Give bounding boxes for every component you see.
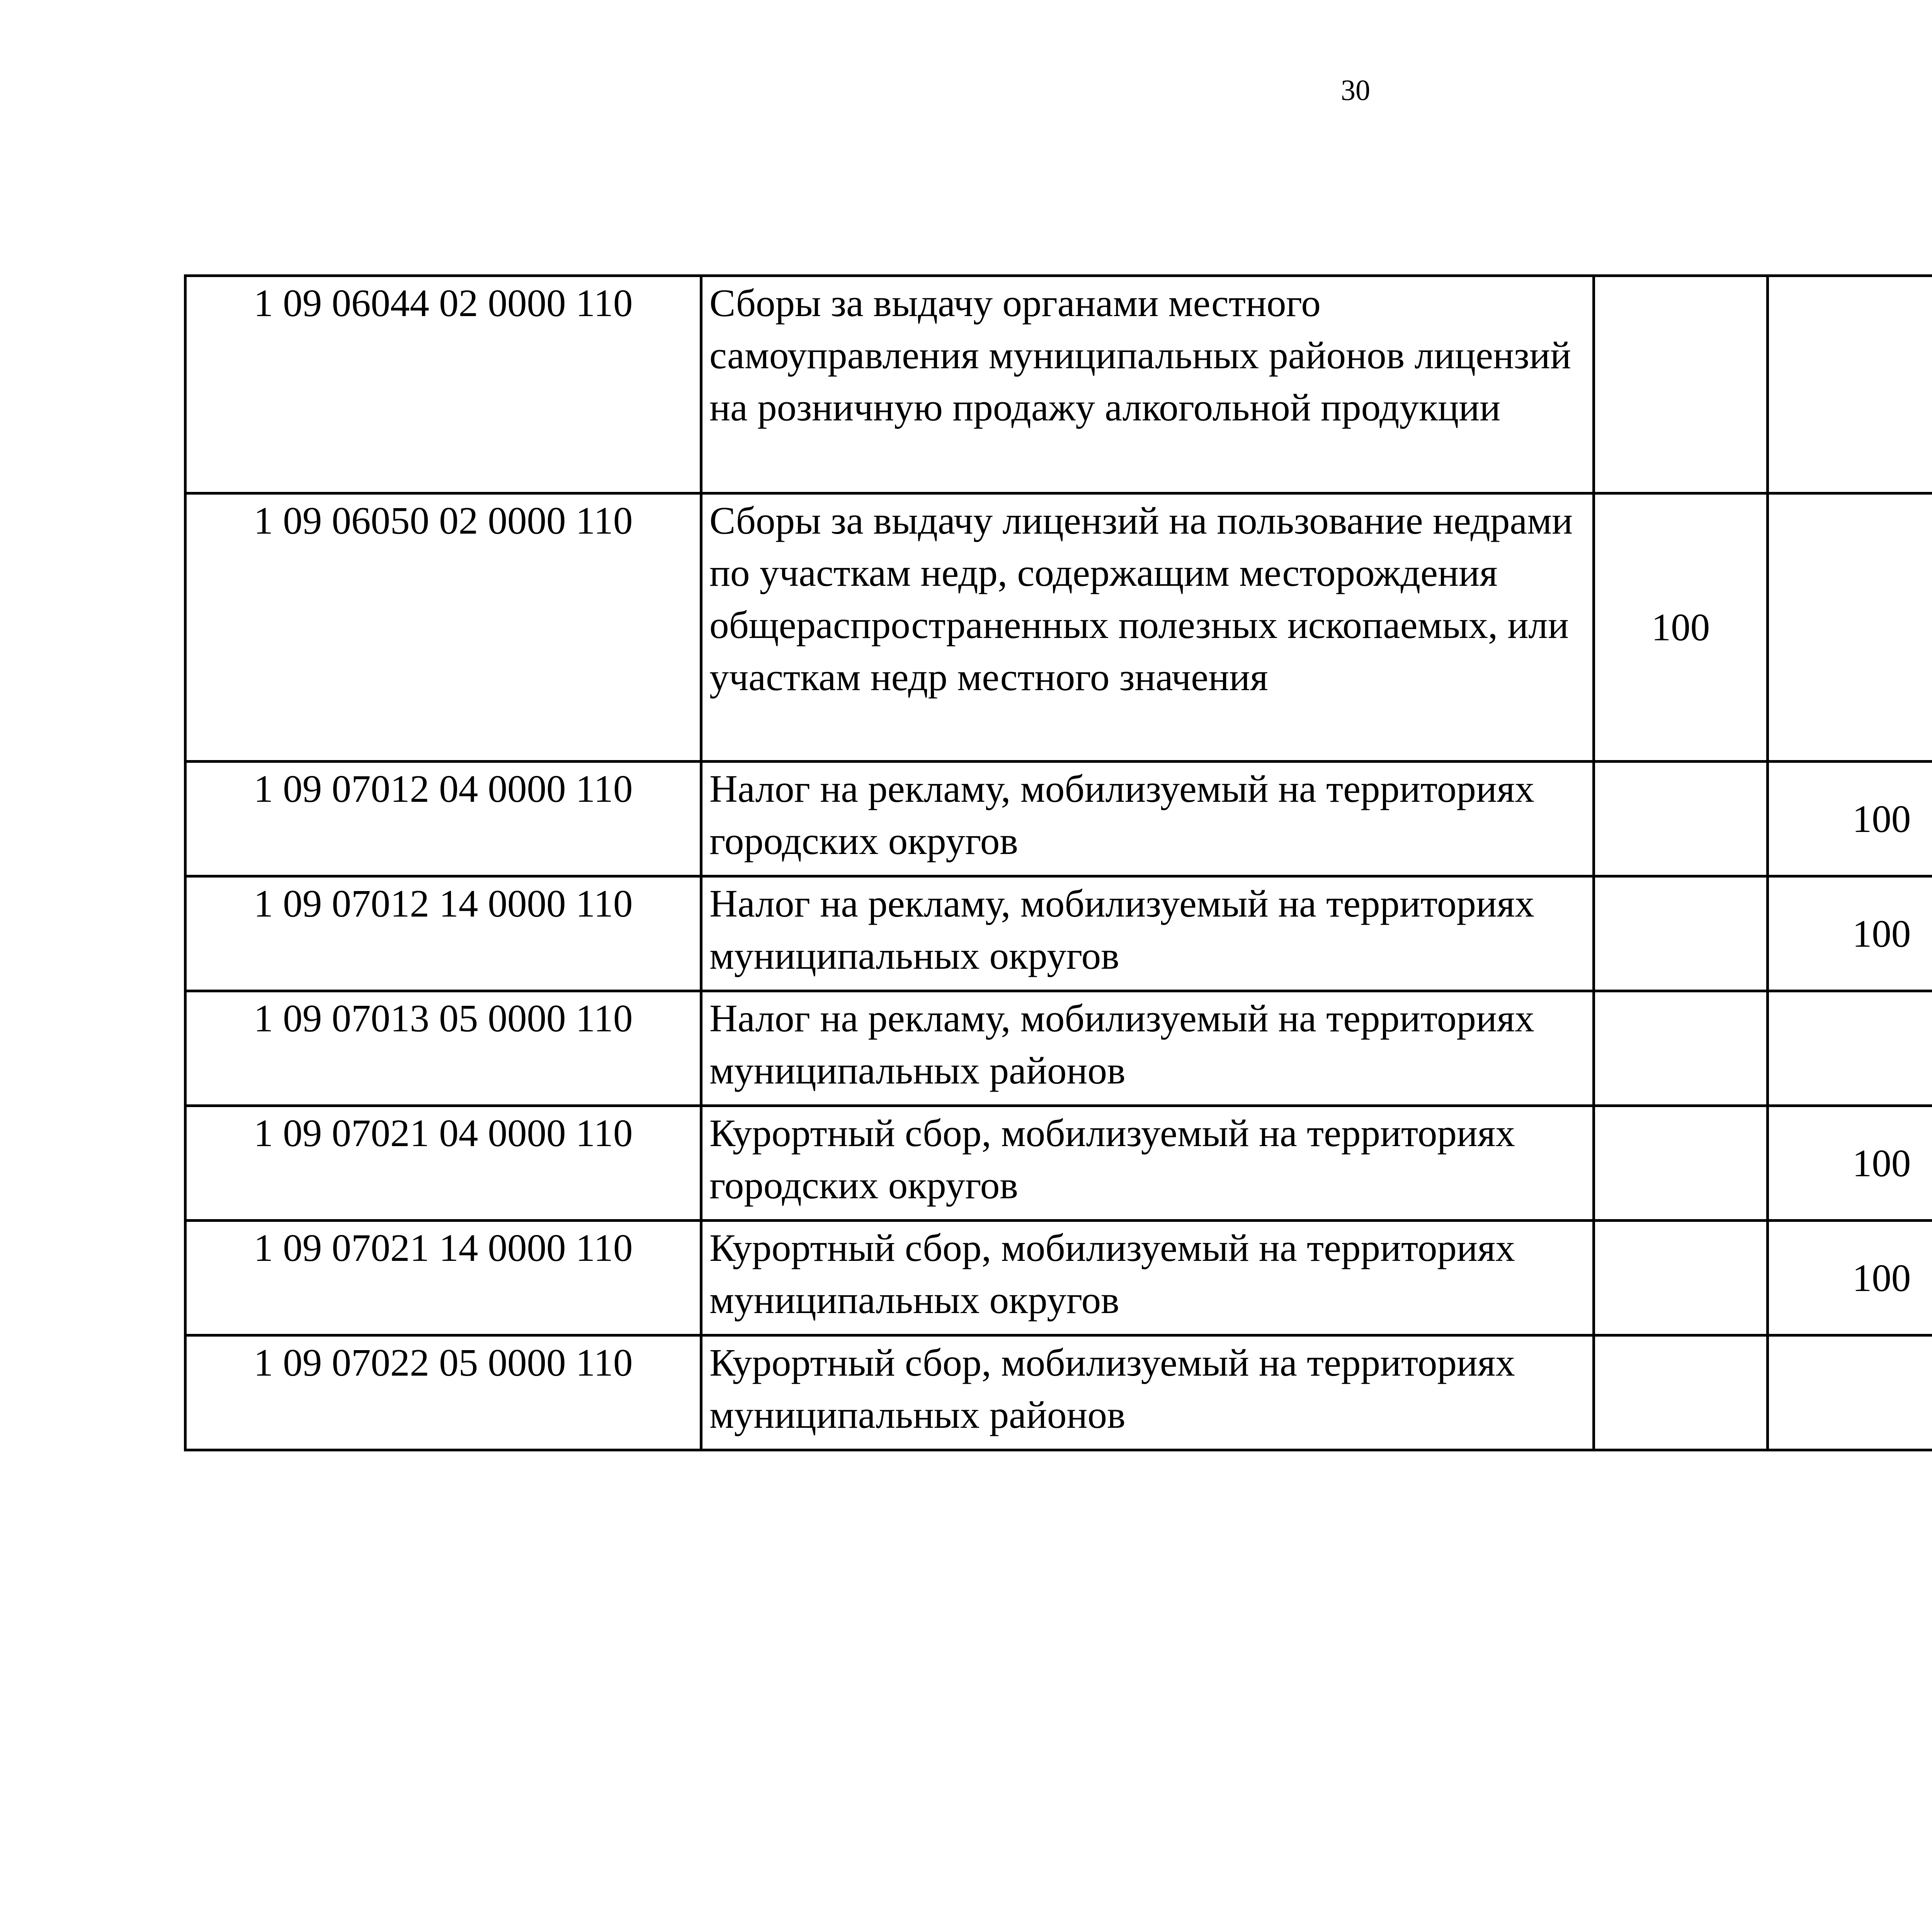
value-cell (1768, 493, 1932, 762)
table-row (185, 991, 1932, 1106)
table-row (185, 493, 1932, 762)
value-cell: 100 (1768, 876, 1932, 991)
value-cell: 100 (1594, 493, 1768, 762)
page-number: 30 (1341, 74, 1370, 107)
value-cell (1594, 1106, 1768, 1221)
value-cell (1768, 276, 1932, 493)
budget-classification-code: 1 09 06050 02 0000 110 (185, 493, 701, 762)
revenue-name: Курортный сбор, мобилизуемый на территориях муниципальных округов (701, 1221, 1594, 1335)
value-cell: 100 (1768, 1106, 1932, 1221)
budget-classification-code: 1 09 07012 04 0000 110 (185, 762, 701, 876)
value-cell (1768, 1335, 1932, 1450)
budget-classification-code: 1 09 06044 02 0000 110 (185, 276, 701, 493)
revenue-name: Налог на рекламу, мобилизуемый на территориях муниципальных районов (701, 991, 1594, 1106)
value-cell: 100 (1768, 762, 1932, 876)
value-cell: 100 (1768, 1221, 1932, 1335)
budget-classification-code: 1 09 07022 05 0000 110 (185, 1335, 701, 1450)
table-row (185, 1106, 1932, 1221)
table-row (185, 1335, 1932, 1450)
value-cell (1594, 276, 1768, 493)
revenue-name: Налог на рекламу, мобилизуемый на территориях городских округов (701, 762, 1594, 876)
budget-classification-code: 1 09 07021 14 0000 110 (185, 1221, 701, 1335)
revenue-name: Налог на рекламу, мобилизуемый на территориях муниципальных округов (701, 876, 1594, 991)
value-cell (1594, 762, 1768, 876)
table-row (185, 1221, 1932, 1335)
value-cell (1594, 876, 1768, 991)
revenue-table (184, 274, 1932, 1451)
value-cell (1594, 991, 1768, 1106)
revenue-name: Сборы за выдачу лицензий на пользование недрами по участкам недр, содержащим месторождения общераспространенных полезных ископаемых, или участкам недр местного значения (701, 493, 1594, 762)
budget-classification-code: 1 09 07012 14 0000 110 (185, 876, 701, 991)
revenue-name: Курортный сбор, мобилизуемый на территориях муниципальных районов (701, 1335, 1594, 1450)
value-cell (1594, 1335, 1768, 1450)
revenue-name: Сборы за выдачу органами местного самоуправления муниципальных районов лицензий на розничную продажу алкогольной продукции (701, 276, 1594, 493)
table-row (185, 762, 1932, 876)
budget-classification-code: 1 09 07013 05 0000 110 (185, 991, 701, 1106)
budget-classification-code: 1 09 07021 04 0000 110 (185, 1106, 701, 1221)
value-cell (1594, 1221, 1768, 1335)
table-row (185, 876, 1932, 991)
table-row (185, 276, 1932, 493)
value-cell (1768, 991, 1932, 1106)
revenue-name: Курортный сбор, мобилизуемый на территориях городских округов (701, 1106, 1594, 1221)
